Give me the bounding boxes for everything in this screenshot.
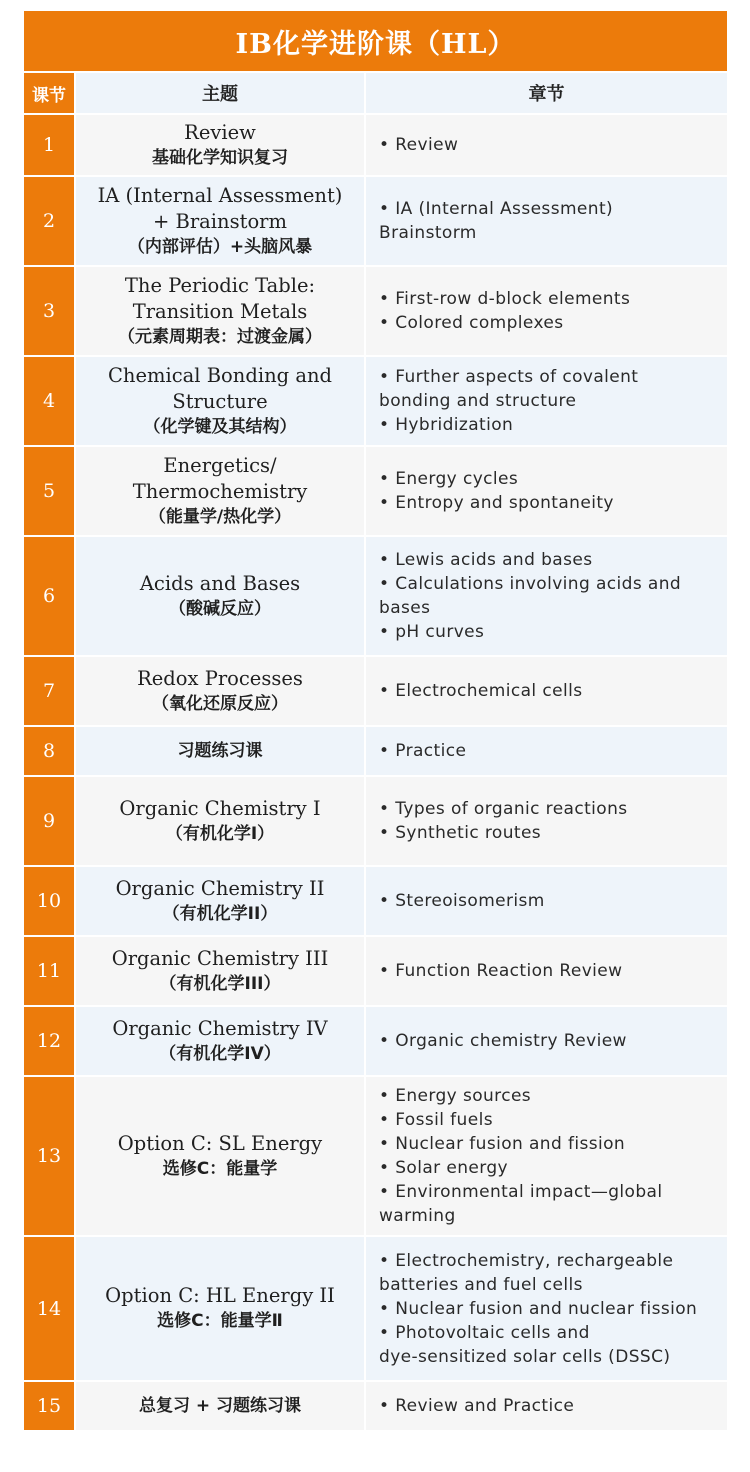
topic-english: Organic Chemistry II	[115, 876, 325, 900]
topic-english: Thermochemistry	[132, 479, 308, 503]
chapter-item: bases	[379, 598, 431, 618]
topic-english: The Periodic Table:	[124, 273, 316, 297]
chapter-cell	[365, 1006, 727, 1076]
chapter-item: • Solar energy	[379, 1158, 508, 1178]
topic-chinese: 选修C：能量学Ⅱ	[157, 1311, 283, 1331]
topic-english: Organic Chemistry IV	[112, 1016, 328, 1040]
topic-chinese: 基础化学知识复习	[152, 147, 288, 168]
topic-english: + Brainstorm	[152, 209, 287, 233]
chapter-item: • Synthetic routes	[379, 823, 542, 843]
lesson-number: 5	[24, 446, 75, 536]
topic-chinese: （化学键及其结构）	[143, 416, 297, 437]
topic-cell	[75, 176, 365, 266]
topic-english: Acids and Bases	[139, 571, 301, 595]
header-topic: 主题	[75, 73, 365, 114]
table-row	[24, 726, 727, 776]
topic-chinese: 习题练习课	[177, 740, 263, 761]
table-row	[24, 656, 727, 726]
topic-chinese: （有机化学I）	[165, 823, 275, 844]
lesson-number: 11	[24, 936, 75, 1006]
chapter-item: • Energy cycles	[379, 469, 519, 489]
chapter-cell	[365, 866, 727, 936]
chapter-cell	[365, 536, 727, 656]
lesson-number: 7	[24, 656, 75, 726]
table-row	[24, 1076, 727, 1236]
lesson-number: 10	[24, 866, 75, 936]
lesson-number: 1	[24, 114, 75, 176]
page-title: IB化学进阶课（HL）	[24, 11, 727, 71]
chapter-cell	[365, 1381, 727, 1431]
chapter-cell	[365, 726, 727, 776]
lesson-number: 9	[24, 776, 75, 866]
chapter-item: • Lewis acids and bases	[379, 550, 593, 570]
chapter-item: • Environmental impact—global	[379, 1182, 663, 1202]
chapter-item: • Stereoisomerism	[379, 891, 545, 911]
chapter-item: • Energy sources	[379, 1086, 532, 1106]
chapter-cell	[365, 176, 727, 266]
table-row	[24, 266, 727, 356]
topic-chinese: （能量学/热化学）	[148, 506, 292, 527]
header-lesson: 课节	[24, 73, 75, 114]
topic-cell	[75, 936, 365, 1006]
topic-chinese: 选修C：能量学	[162, 1158, 278, 1179]
topic-english: Chemical Bonding and	[108, 363, 332, 387]
chapter-item: • Types of organic reactions	[379, 799, 628, 819]
lesson-number: 2	[24, 176, 75, 266]
chapter-item: • Photovoltaic cells and	[379, 1322, 590, 1343]
chapter-item: • Nuclear fusion and fission	[379, 1134, 626, 1154]
chapter-item: • Practice	[379, 741, 467, 761]
chapter-cell	[365, 266, 727, 356]
topic-english: Redox Processes	[137, 666, 303, 690]
topic-cell	[75, 776, 365, 866]
chapter-item: • Fossil fuels	[379, 1110, 493, 1130]
chapter-item: • Entropy and spontaneity	[379, 493, 614, 513]
topic-chinese: （有机化学IV）	[159, 1043, 281, 1064]
chapter-item: • First-row d-block elements	[379, 289, 631, 309]
table-row	[24, 1381, 727, 1431]
chapter-cell	[365, 776, 727, 866]
chapter-item: • IA (Internal Assessment)	[379, 199, 614, 219]
chapter-cell	[365, 656, 727, 726]
lesson-number: 13	[24, 1076, 75, 1236]
table-row	[24, 936, 727, 1006]
chapter-item: Brainstorm	[379, 223, 477, 243]
schedule-table	[24, 73, 727, 1432]
topic-cell	[75, 656, 365, 726]
course-schedule	[24, 11, 727, 1432]
chapter-item: batteries and fuel cells	[379, 1274, 583, 1295]
table-row	[24, 536, 727, 656]
chapter-item: bonding and structure	[379, 391, 577, 411]
topic-english: Structure	[172, 389, 268, 413]
chapter-item: warming	[379, 1206, 456, 1226]
chapter-item: • Organic chemistry Review	[379, 1031, 627, 1051]
topic-english: Organic Chemistry I	[119, 796, 321, 820]
table-row	[24, 176, 727, 266]
topic-chinese: （氧化还原反应）	[152, 693, 288, 714]
topic-chinese: （有机化学III）	[159, 973, 281, 994]
topic-cell	[75, 866, 365, 936]
topic-cell	[75, 1006, 365, 1076]
table-row	[24, 356, 727, 446]
topic-cell	[75, 536, 365, 656]
chapter-cell	[365, 114, 727, 176]
topic-english: Option C: SL Energy	[117, 1131, 323, 1155]
chapter-item: dye-sensitized solar cells (DSSC)	[379, 1346, 671, 1367]
lesson-number: 14	[24, 1236, 75, 1381]
chapter-item: • Further aspects of covalent	[379, 367, 639, 387]
chapter-item: • Review and Practice	[379, 1396, 575, 1416]
topic-english: Transition Metals	[132, 299, 308, 323]
topic-cell	[75, 726, 365, 776]
topic-chinese: （内部评估）+头脑风暴	[127, 236, 313, 257]
chapter-cell	[365, 936, 727, 1006]
topic-cell	[75, 1236, 365, 1381]
table-row	[24, 446, 727, 536]
lesson-number: 3	[24, 266, 75, 356]
chapter-item: • Calculations involving acids and	[379, 574, 682, 594]
chapter-item: • Electrochemical cells	[379, 681, 583, 701]
chapter-cell	[365, 1076, 727, 1236]
lesson-number: 4	[24, 356, 75, 446]
chapter-item: • Function Reaction Review	[379, 961, 623, 981]
chapter-item: • Hybridization	[379, 415, 514, 435]
lesson-number: 6	[24, 536, 75, 656]
table-row	[24, 1236, 727, 1381]
topic-chinese: （有机化学II）	[162, 903, 278, 924]
lesson-number: 15	[24, 1381, 75, 1431]
topic-english: Organic Chemistry III	[111, 946, 329, 970]
chapter-cell	[365, 1236, 727, 1381]
header-chapter: 章节	[365, 73, 727, 114]
table-row	[24, 1006, 727, 1076]
topic-english: Option C: HL Energy II	[105, 1284, 335, 1307]
topic-chinese: （元素周期表：过渡金属）	[118, 326, 322, 347]
topic-cell	[75, 266, 365, 356]
lesson-number: 12	[24, 1006, 75, 1076]
chapter-item: • pH curves	[379, 622, 485, 642]
chapter-item: • Colored complexes	[379, 313, 564, 333]
topic-english: Energetics/	[163, 453, 277, 477]
lesson-number: 8	[24, 726, 75, 776]
chapter-item: • Electrochemistry, rechargeable	[379, 1250, 674, 1271]
topic-cell	[75, 446, 365, 536]
topic-english: Review	[184, 120, 256, 144]
chapter-cell	[365, 446, 727, 536]
topic-cell	[75, 1076, 365, 1236]
topic-cell	[75, 356, 365, 446]
table-header-row	[24, 73, 727, 114]
topic-english: IA (Internal Assessment)	[97, 183, 343, 207]
topic-cell	[75, 114, 365, 176]
table-row	[24, 776, 727, 866]
chapter-cell	[365, 356, 727, 446]
topic-cell	[75, 1381, 365, 1431]
topic-chinese: （酸碱反应）	[169, 598, 271, 619]
chapter-item: • Review	[379, 135, 459, 155]
chapter-item: • Nuclear fusion and nuclear fission	[379, 1298, 698, 1319]
table-row	[24, 114, 727, 176]
topic-chinese: 总复习 + 习题练习课	[138, 1395, 302, 1416]
table-row	[24, 866, 727, 936]
